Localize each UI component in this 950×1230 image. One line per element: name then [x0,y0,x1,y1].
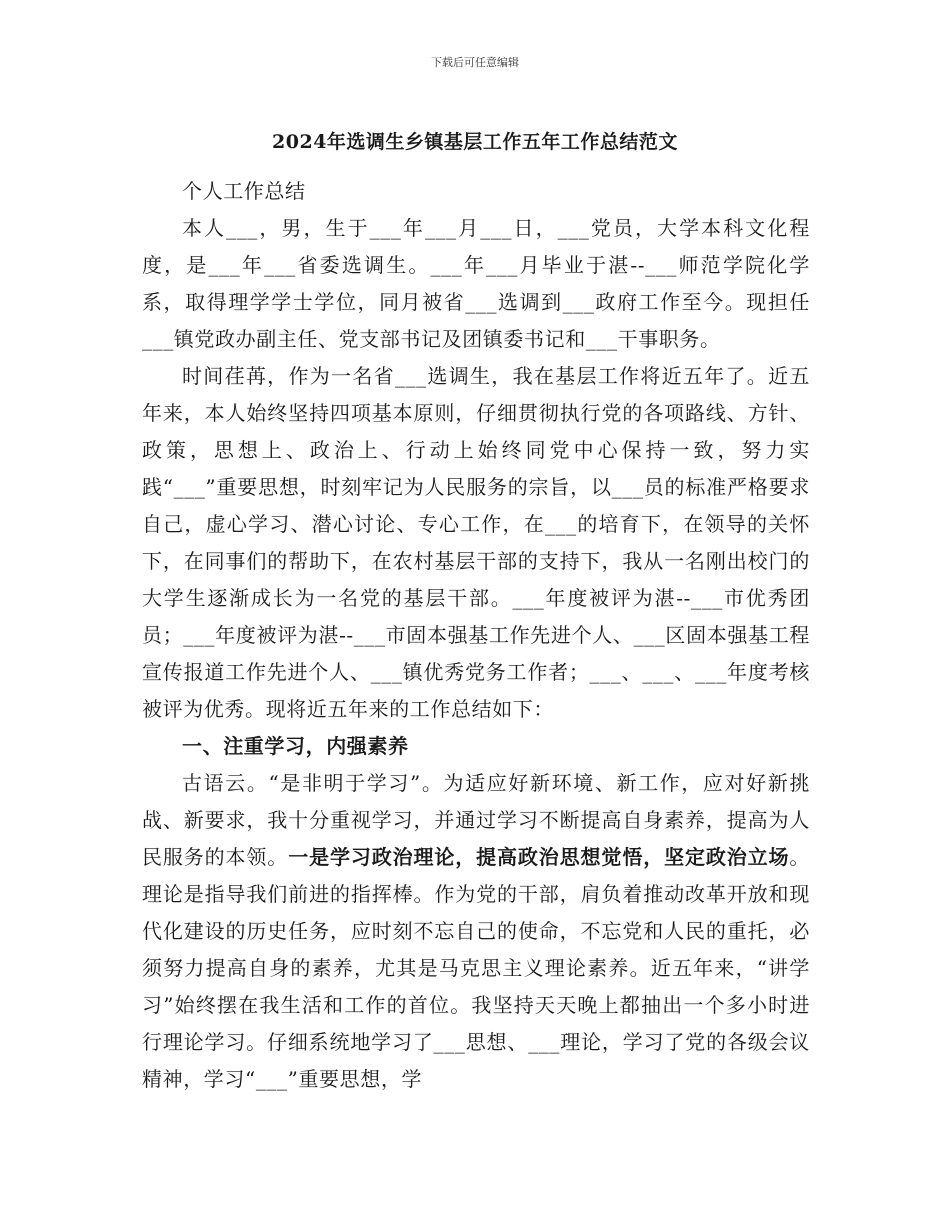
document-title: 2024年选调生乡镇基层工作五年工作总结范文 [272,131,678,153]
emphasis-text: 一是学习政治理论，提高政治思想觉悟，坚定政治立场 [288,845,790,869]
paragraph [142,765,810,1098]
section-heading: 一、注重学习，内强素养 [182,734,409,758]
paragraph: 本人___，男，生于___年___月___日，___党员，大学本科文化程度，是___年___省委选调生。___年___月毕业于湛--___师范学院化学系，取得理学学士学位，同月被省___选调到___政府工作至今。现担任___镇党政办副主任、党支部书记及团镇委书记和___干事职务。 [142,216,810,351]
header-note: 下载后可任意编辑 [431,56,519,69]
subtitle: 个人工作总结 [182,179,306,203]
paragraph-text: 古语云。“是非明于学习”。为适应好新环境、新工作，应对好新挑战、新要求，我十分重视学习，并通过学习不断提高自身素养，提高为人民服务的本领。 [142,771,810,869]
paragraph-text: 。理论是指导我们前进的指挥棒。作为党的干部，肩负着推动改革开放和现代化建设的历史任务，应时刻不忘自己的使命，不忘党和人民的重托，必须努力提高自身的素养，尤其是马克思主义理论素养。近五年来，“讲学习”始终摆在我生活和工作的首位。我坚持天天晚上都抽出一个多小时进行理论学习。仔细系统地学习了___思想、___理论，学习了党的各级会议精神，学习“___”重要思想，学 [142,845,810,1091]
paragraph: 时间荏苒，作为一名省___选调生，我在基层工作将近五年了。近五年来，本人始终坚持四项基本原则，仔细贯彻执行党的各项路线、方针、政策，思想上、政治上、行动上始终同党中心保持一致，努力实践“___”重要思想，时刻牢记为人民服务的宗旨，以___员的标准严格要求自己，虚心学习、潜心讨论、专心工作，在___的培育下，在领导的关怀下，在同事们的帮助下，在农村基层干部的支持下，我从一名刚出校门的大学生逐渐成长为一名党的基层干部。___年度被评为湛--___市优秀团员；___年度被评为湛--___市固本强基工作先进个人、___区固本强基工程宣传报道工作先进个人、___镇优秀党务工作者；___、___、___年度考核被评为优秀。现将近五年来的工作总结如下： [142,364,810,721]
document-body [142,173,810,1098]
